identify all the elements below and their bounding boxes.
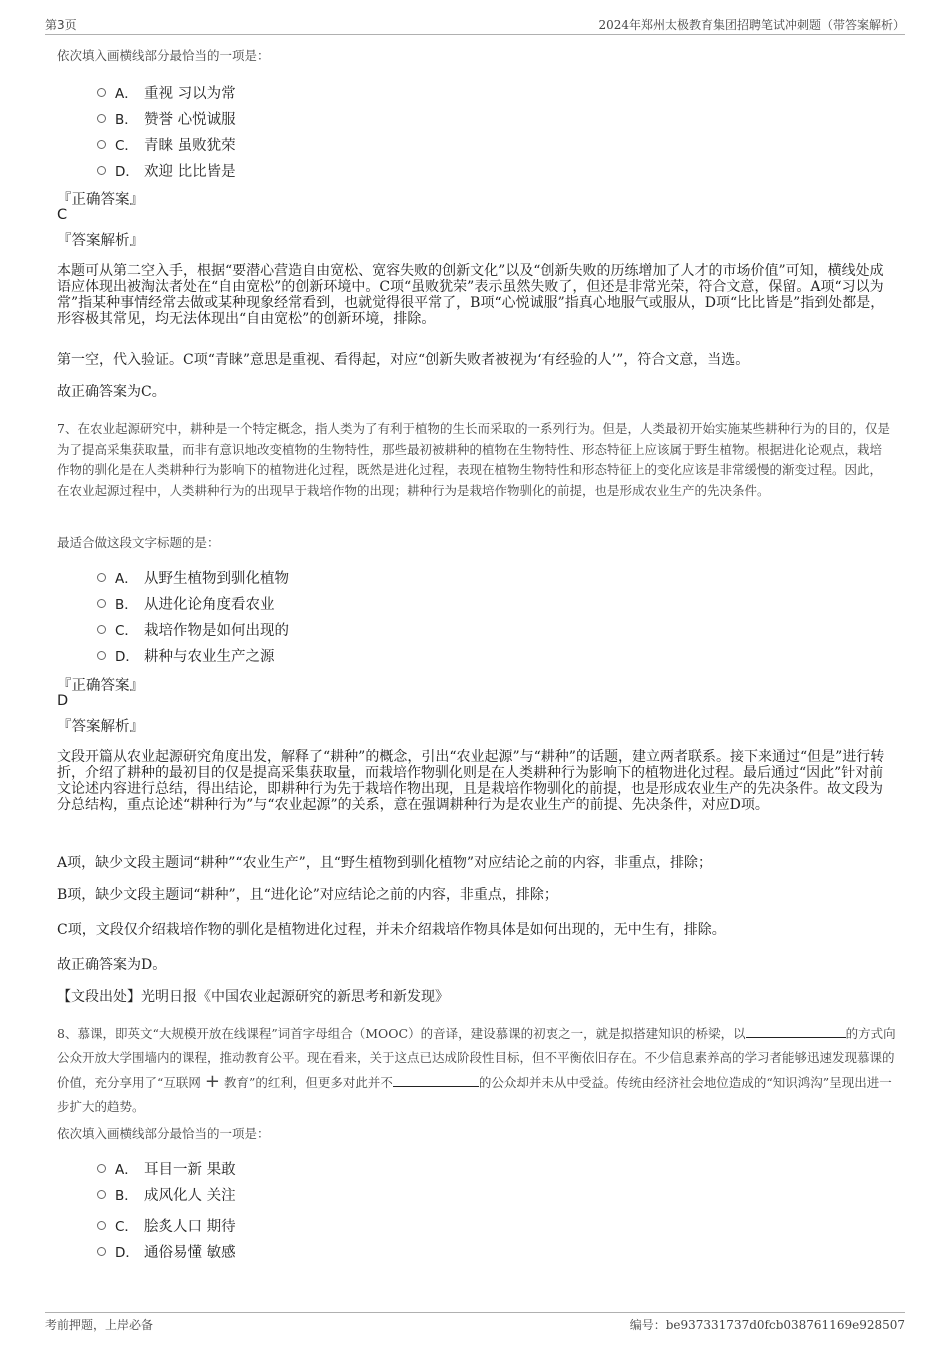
q7-analysis-p3: B项，缺少文段主题词“耕种”，且“进化论”对应结论之前的内容，非重点，排除； [57, 887, 558, 903]
page-header [45, 14, 905, 35]
page-footer [45, 1312, 905, 1335]
q8-option-d[interactable]: D． 通俗易懂 敏感 [97, 1241, 397, 1261]
q6-answer: C [57, 207, 68, 223]
radio-icon[interactable] [97, 166, 106, 175]
radio-icon[interactable] [97, 1221, 106, 1230]
q6-option-a[interactable]: A． 重视 习以为常 [97, 82, 397, 102]
q7-analysis-p1: 文段开篇从农业起源研究角度出发，解释了“耕种”的概念，引出“农业起源”与“耕种”的话题，建立两者联系。接下来通过“但是”进行转折，介绍了耕种的最初目的仅是提高采集获取量，而栽培作物驯化则是在人类耕种行为影响下的植物进化过程。最后通过“因此”针对前文论述内容进行总结，得出结论，即耕种行为先于栽培作物出现，且是栽培作物驯化的前提，也是形成农业生产的先决条件。故文段为分总结构，重点论述“耕种行为”与“农业起源”的关系，意在强调耕种行为是农业生产的前提、先决条件，对应D项。 [57, 749, 885, 813]
q7-options [97, 567, 397, 665]
document-id: 编号：be937331737d0fcb038761169e928507 [629, 1318, 905, 1332]
q7-option-c[interactable]: C． 栽培作物是如何出现的 [97, 619, 397, 639]
blank-1 [746, 1025, 846, 1038]
q7-source: 【文段出处】光明日报《中国农业起源研究的新思考和新发现》 [57, 989, 449, 1005]
document-title: 2024年郑州太极教育集团招聘笔试冲刺题（带答案解析） [598, 18, 905, 32]
q7-analysis-p2: A项，缺少文段主题词“耕种”“农业生产”，且“野生植物到驯化植物”对应结论之前的内容，非重点，排除； [57, 855, 713, 871]
q6-prompt: 依次填入画横线部分最恰当的一项是： [57, 48, 270, 63]
radio-icon[interactable] [97, 140, 106, 149]
q6-analysis-p2: 第一空，代入验证。C项“青睐”意思是重视、看得起，对应“创新失败者被视为‘有经验的人’”，符合文意，当选。 [57, 352, 750, 368]
plus-sign: + [204, 1071, 220, 1092]
q6-analysis-p3: 故正确答案为C。 [57, 384, 166, 400]
q7-option-d[interactable]: D． 耕种与农业生产之源 [97, 645, 397, 665]
footer-slogan: 考前押题，上岸必备 [45, 1318, 154, 1332]
q6-option-b[interactable]: B． 赞誉 心悦诚服 [97, 108, 397, 128]
radio-icon[interactable] [97, 651, 106, 660]
radio-icon[interactable] [97, 599, 106, 608]
q8-option-b[interactable]: B． 成风化人 关注 [97, 1184, 397, 1204]
radio-icon[interactable] [97, 573, 106, 582]
q6-analysis-p1: 本题可从第二空入手，根据“要潜心营造自由宽松、宽容失败的创新文化”以及“创新失败的历练增加了人才的市场价值”可知，横线处成语应体现出被淘汰者处在“自由宽松”的创新环境中。C项“虽败犹荣”表示虽然失败了，但还是非常光荣，符合文意，保留。A项“习以为常”指某种事情经常去做或某种现象经常看到，也就觉得很平常了，B项“心悦诚服”指真心地服气或服从，D项“比比皆是”指到处都是，形容极其常见，均无法体现出“自由宽松”的创新环境，排除。 [57, 263, 885, 327]
q6-analysis-label: 『答案解析』 [57, 233, 144, 249]
q8-options [97, 1158, 397, 1261]
q8-stem: 8、慕课，即英文“大规模开放在线课程”词首字母组合（MOOC）的音译，建设慕课的初衷之一，就是拟搭建知识的桥梁，以 的方式向公众开放大学围墙内的课程，推动教育公平。现在看来，关于这点已达成阶段性目标，但不平衡依旧存在。不少信息素养高的学习者能够迅速发现慕课的价值，充分享用了“互联网 + 教育”的红利，但更多对此并不 的公众却并未从中受益。传统由经济社会地位造成的“知识鸿沟”呈现出进一步扩大的趋势。 [57, 1026, 896, 1114]
q6-option-d[interactable]: D． 欢迎 比比皆是 [97, 160, 397, 180]
blank-2 [393, 1074, 479, 1087]
q7-option-b[interactable]: B． 从进化论角度看农业 [97, 593, 397, 613]
q7-stem: 7、在农业起源研究中，耕种是一个特定概念，指人类为了有利于植物的生长而采取的一系列行为。但是，人类最初开始实施某些耕种行为的目的，仅是为了提高采集获取量，而非有意识地改变植物的生物特性，那些最初被耕种的植物在生物特性、形态特征上应该属于野生植物。根据进化论观点，栽培作物的驯化是在人类耕种行为影响下的植物进化过程，既然是进化过程，表现在植物生物特性和形态特征上的变化应该是非常缓慢的渐变过程。因此，在农业起源过程中，人类耕种行为的出现早于栽培作物的出现；耕种行为是栽培作物驯化的前提，也是形成农业生产的先决条件。 [57, 421, 890, 498]
radio-icon[interactable] [97, 1190, 106, 1199]
q7-analysis-label: 『答案解析』 [57, 719, 144, 735]
q7-prompt: 最适合做这段文字标题的是： [57, 535, 220, 550]
radio-icon[interactable] [97, 625, 106, 634]
q8-prompt: 依次填入画横线部分最恰当的一项是： [57, 1126, 270, 1141]
q7-answer: D [57, 693, 69, 709]
radio-icon[interactable] [97, 1164, 106, 1173]
q7-analysis-p4: C项，文段仅介绍栽培作物的驯化是植物进化过程，并未介绍栽培作物具体是如何出现的，无中生有，排除。 [57, 922, 726, 938]
q8-option-a[interactable]: A． 耳目一新 果敢 [97, 1158, 397, 1178]
q6-option-c[interactable]: C． 青睐 虽败犹荣 [97, 134, 397, 154]
q7-option-a[interactable]: A． 从野生植物到驯化植物 [97, 567, 397, 587]
q8-option-c[interactable]: C． 脍炙人口 期待 [97, 1215, 397, 1235]
page-number: 第3页 [45, 18, 77, 32]
q7-analysis-p5: 故正确答案为D。 [57, 957, 167, 973]
radio-icon[interactable] [97, 114, 106, 123]
q6-options [97, 82, 397, 180]
q7-answer-label: 『正确答案』 [57, 678, 144, 694]
radio-icon[interactable] [97, 1247, 106, 1256]
q6-answer-label: 『正确答案』 [57, 192, 144, 208]
radio-icon[interactable] [97, 88, 106, 97]
